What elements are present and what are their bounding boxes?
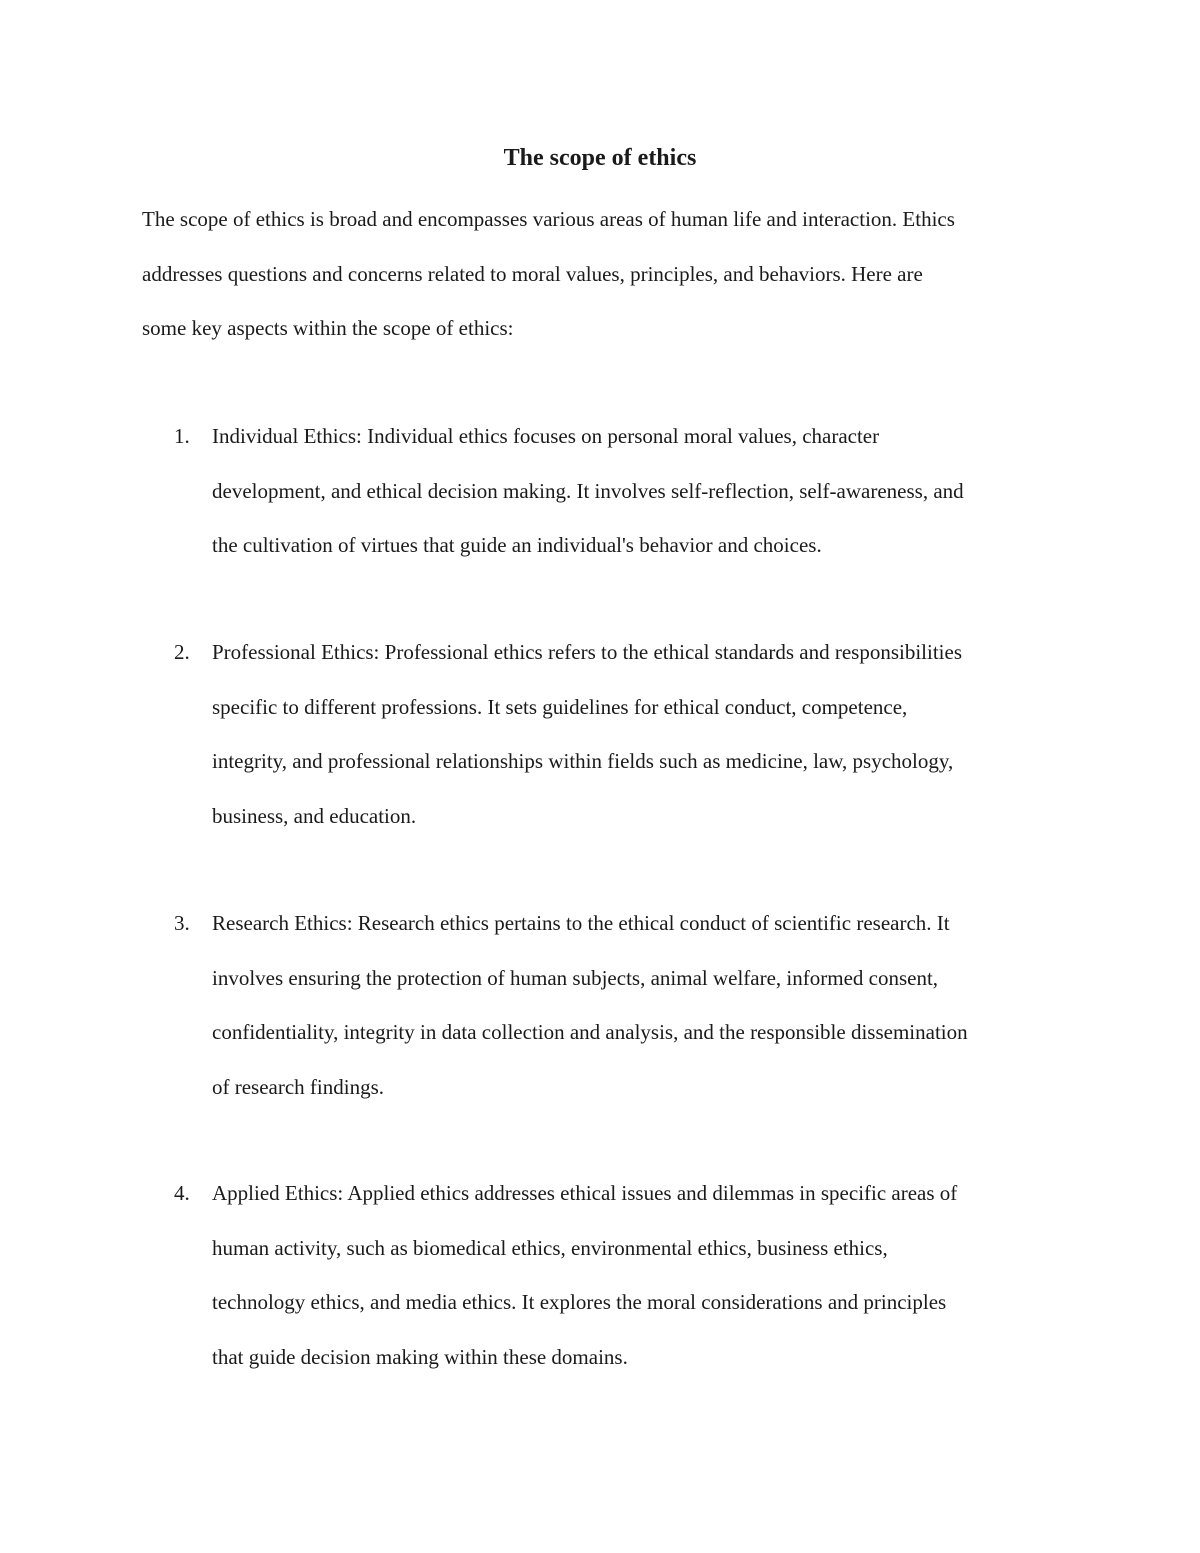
list-item-number: 1. xyxy=(174,424,190,448)
document-title: The scope of ethics xyxy=(503,145,697,171)
list-item xyxy=(174,896,1074,1114)
list-item-number: 2. xyxy=(174,640,190,664)
list-item-text: Applied Ethics: Applied ethics addresses ethical issues and dilemmas in specific areas of human activity, such as biomedical ethics, environmental ethics, business ethics, technology ethics, and media ethics. It explores the moral considerations and principles that guide decision making within these domains. xyxy=(212,1181,958,1369)
list-item-number: 4. xyxy=(174,1181,190,1205)
list-item-text: Professional Ethics: Professional ethics refers to the ethical standards and responsibilities specific to different professions. It sets guidelines for ethical conduct, competence, integrity, and professional relationships within fields such as medicine, law, psychology, business, and education. xyxy=(212,640,962,828)
list-item-text: Individual Ethics: Individual ethics focuses on personal moral values, character development, and ethical decision making. It involves self-reflection, self-awareness, and the cultivation of virtues that guide an individual's behavior and choices. xyxy=(212,424,964,557)
list-item xyxy=(174,409,1074,573)
list-item xyxy=(174,625,1074,843)
list-item-text: Research Ethics: Research ethics pertains to the ethical conduct of scientific research. It involves ensuring the protection of human subjects, animal welfare, informed consent, confidentiality, integrity in data collection and analysis, and the responsible dissemination of research findings. xyxy=(212,911,968,1099)
list-item xyxy=(174,1166,1074,1384)
list-item-number: 3. xyxy=(174,911,190,935)
intro-paragraph: The scope of ethics is broad and encompasses various areas of human life and interaction. Ethics addresses questions and concerns related to moral values, principles, and behaviors. Here are some key aspects within the scope of ethics: xyxy=(142,207,955,340)
